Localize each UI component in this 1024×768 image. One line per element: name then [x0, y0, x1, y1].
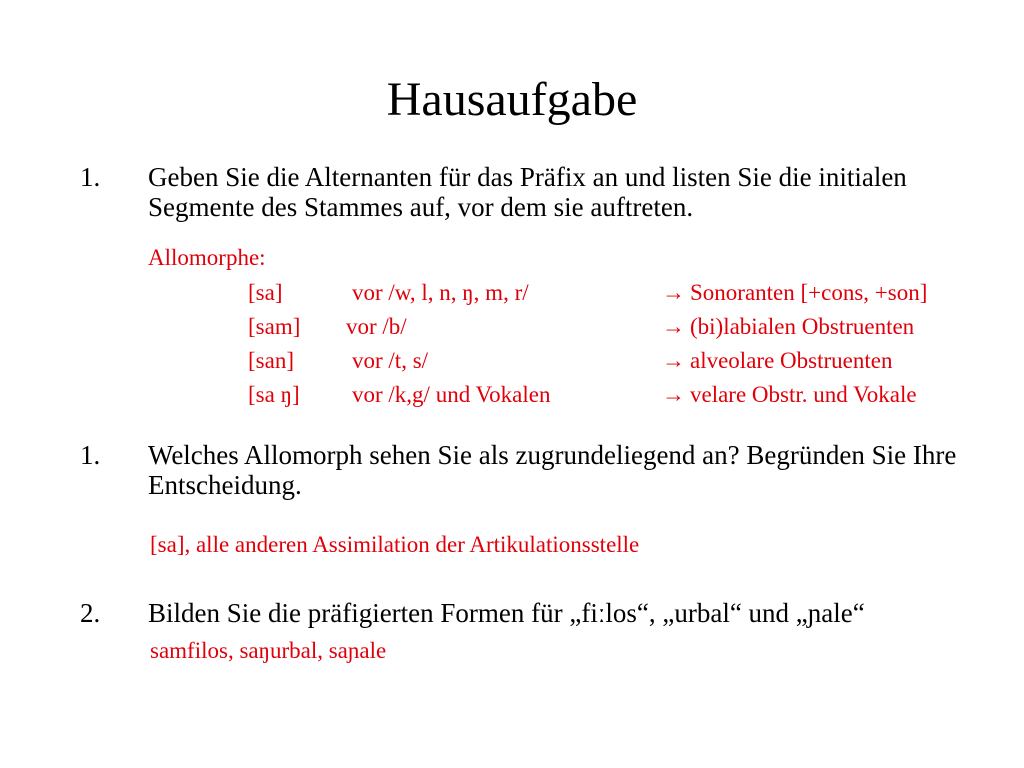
question-3: [80, 598, 1000, 630]
allomorph-form: [sam]: [248, 314, 301, 339]
allomorph-row: [0, 346, 1024, 376]
right-arrow-icon: →: [662, 280, 685, 305]
allomorph-form: [san]: [248, 348, 294, 373]
question-3-text: Bilden Sie die präfigierten Formen für „fiːlos“, „urbal“ und „ɲale“: [148, 598, 865, 628]
question-1-number: 1.: [80, 162, 101, 192]
question-2-number: 1.: [80, 440, 101, 470]
allomorph-environment: vor /t, s/: [352, 348, 429, 373]
question-2: [80, 440, 1000, 502]
allomorph-environment: vor /w, l, n, ŋ, m, r/: [352, 280, 529, 305]
question-1: [80, 162, 1000, 224]
question-3-answer: samfilos, saŋurbal, saɲale: [150, 638, 387, 663]
allomorph-description: velare Obstr. und Vokale: [690, 382, 917, 407]
slide-title: Hausaufgabe: [386, 73, 638, 126]
allomorph-label: Allomorphe:: [148, 245, 266, 270]
allomorph-form: [sa ŋ]: [248, 382, 300, 407]
allomorph-environment: vor /k,g/ und Vokalen: [352, 382, 551, 407]
allomorph-row: [0, 380, 1024, 410]
question-2-answer: [sa], alle anderen Assimilation der Artikulationsstelle: [150, 532, 640, 557]
right-arrow-icon: →: [662, 382, 685, 407]
right-arrow-icon: →: [662, 314, 685, 339]
question-3-number: 2.: [80, 598, 101, 628]
allomorph-row: [0, 312, 1024, 342]
allomorph-description: Sonoranten [+cons, +son]: [690, 280, 928, 305]
right-arrow-icon: →: [662, 348, 685, 373]
allomorph-form: [sa]: [248, 280, 283, 305]
question-2-text: Welches Allomorph sehen Sie als zugrundeliegend an? Begründen Sie Ihre Entscheidung.: [148, 440, 957, 500]
allomorph-description: alveolare Obstruenten: [690, 348, 893, 373]
allomorph-environment: vor /b/: [346, 314, 407, 339]
allomorph-description: (bi)labialen Obstruenten: [690, 314, 915, 339]
question-1-text: Geben Sie die Alternanten für das Präfix an und listen Sie die initialen Segmente des Stammes auf, vor dem sie auftreten.: [148, 162, 907, 222]
allomorph-row: [0, 278, 1024, 308]
